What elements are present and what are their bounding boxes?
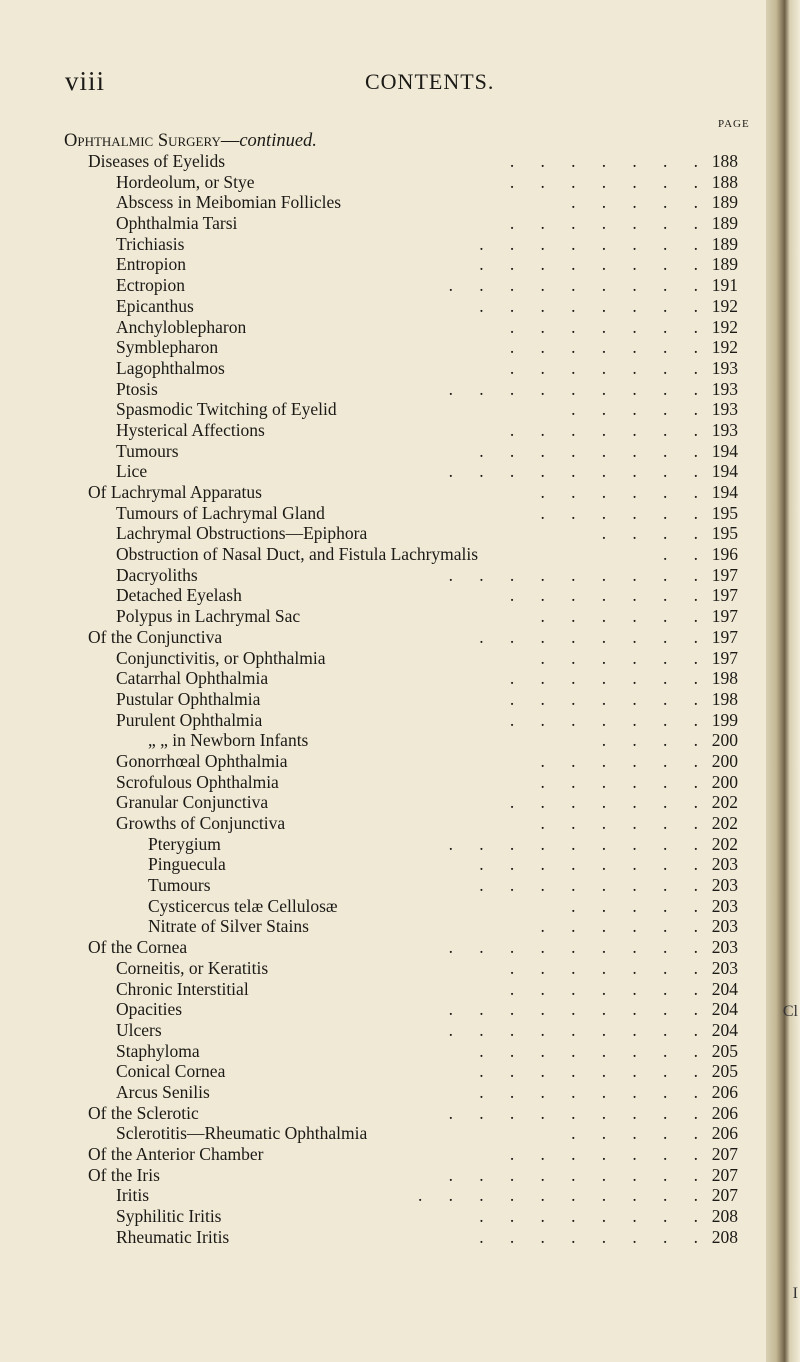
toc-entry-label: Pterygium: [148, 833, 221, 854]
toc-leader-dots: . . . . . . .: [509, 419, 698, 440]
toc-entry-page: 193: [711, 419, 738, 440]
toc-entry-label: Arcus Senilis: [116, 1081, 210, 1102]
toc-entry-label: Catarrhal Ophthalmia: [116, 668, 269, 689]
toc-entry: [0, 1144, 770, 1165]
toc-entry: [0, 1020, 770, 1041]
toc-entry-page: 204: [711, 1019, 738, 1040]
toc-leader-dots: . . . . . . . .: [479, 440, 698, 461]
edge-mark-1: Cl: [782, 1003, 798, 1020]
toc-entry-page: 203: [711, 854, 738, 875]
toc-entry-label: Of the Sclerotic: [88, 1102, 199, 1123]
toc-entry-page: 198: [711, 668, 738, 689]
toc-entry-label: Gonorrhœal Ophthalmia: [116, 750, 288, 771]
toc-leader-dots: . . . . . . . . .: [448, 1102, 698, 1123]
toc-leader-dots: . . . . . . .: [509, 1144, 698, 1164]
toc-entry-label: Scrofulous Ophthalmia: [116, 771, 279, 792]
toc-entry-page: 206: [711, 1123, 738, 1144]
toc-entry-page: 195: [711, 502, 738, 523]
toc-entry-label: Diseases of Eyelids: [88, 151, 226, 171]
toc-leader-dots: . . . . . . . .: [479, 1226, 698, 1247]
toc-entry: [0, 503, 770, 524]
toc-entry: [0, 772, 770, 793]
toc-entry-page: 193: [711, 399, 738, 420]
toc-entry: [0, 792, 770, 813]
toc-leader-dots: . . . . . . . .: [479, 254, 698, 275]
toc-entry-label: Ulcers: [116, 1019, 162, 1040]
toc-entry-label: Ectropion: [116, 275, 186, 296]
toc-entry: [0, 606, 770, 627]
toc-leader-dots: . . . . . . . .: [479, 1061, 698, 1082]
toc-entry-label: Of Lachrymal Apparatus: [88, 482, 262, 502]
toc-entry-label: Growths of Conjunctiva: [116, 813, 286, 833]
toc-entry: [0, 461, 770, 482]
toc-entry: [0, 854, 770, 875]
toc-leader-dots: . . . . . . .: [509, 151, 698, 171]
toc-entry-page: 206: [711, 1102, 738, 1123]
toc-entry: [0, 730, 770, 751]
toc-leader-dots: . .: [663, 544, 698, 565]
toc-leader-dots: . . . . .: [571, 399, 698, 420]
toc-entry-label: Granular Conjunctiva: [116, 792, 269, 813]
toc-leader-dots: . . . . . . . .: [479, 295, 698, 316]
toc-entry: [0, 813, 770, 834]
toc-entry-label: Hysterical Affections: [116, 419, 265, 440]
toc-entry-label: Polypus in Lachrymal Sac: [116, 606, 301, 627]
toc-entry-page: 193: [711, 357, 738, 378]
section-title-continued: continued.: [239, 131, 317, 151]
toc-entry-label: Pinguecula: [148, 854, 226, 875]
toc-entry-page: 193: [711, 378, 738, 399]
toc-entry-label: Lachrymal Obstructions—Epiphora: [116, 523, 368, 544]
toc-entry: [0, 296, 770, 317]
toc-leader-dots: . . . . . . .: [509, 668, 698, 689]
toc-entry: [0, 254, 770, 275]
toc-entry-page: 197: [711, 606, 738, 627]
toc-entry-label: Obstruction of Nasal Duct, and Fistula Lachrymalis: [116, 544, 479, 565]
toc-leader-dots: . . . . . . . . .: [448, 275, 698, 296]
facing-page-edge: [766, 0, 800, 1362]
toc-entry-label: Ptosis: [116, 378, 158, 399]
toc-leader-dots: . . . . . . .: [509, 792, 698, 813]
toc-entry-page: 194: [711, 440, 738, 461]
toc-entry: [0, 1041, 770, 1062]
toc-entry-page: 203: [711, 895, 738, 916]
toc-entry: [0, 358, 770, 379]
toc-entry-page: 202: [711, 813, 738, 833]
toc-entry: [0, 523, 770, 544]
toc-entry-page: 199: [711, 709, 738, 730]
toc-leader-dots: . . . . . . .: [509, 171, 698, 192]
toc-entry-page: 197: [711, 564, 738, 585]
toc-entry-label: Staphyloma: [116, 1040, 200, 1061]
toc-leader-dots: . . . . . . . .: [479, 875, 698, 896]
toc-leader-dots: . . . . . . . . .: [448, 999, 698, 1020]
toc-entry-label: Hordeolum, or Stye: [116, 171, 255, 192]
toc-entry-page: 205: [711, 1040, 738, 1061]
toc-entry-page: 203: [711, 957, 738, 978]
toc-leader-dots: . . . . . . . .: [479, 233, 698, 254]
toc-entry: [0, 1206, 770, 1227]
toc-leader-dots: . . . . . . . . .: [448, 937, 698, 958]
toc-entry-page: 204: [711, 978, 738, 999]
page-folio: viii: [65, 66, 106, 96]
toc-entry: [0, 689, 770, 710]
toc-entry-page: 192: [711, 316, 738, 337]
toc-entry: [0, 213, 770, 234]
toc-entry: [0, 710, 770, 731]
toc-leader-dots: . . . . .: [571, 192, 698, 213]
toc-entry: [0, 317, 770, 338]
toc-entry: [0, 1061, 770, 1082]
toc-leader-dots: . . . . . . .: [509, 213, 698, 234]
toc-entry-page: 188: [711, 151, 738, 171]
toc-entry: [0, 337, 770, 358]
toc-entry: [0, 648, 770, 669]
toc-entry: [0, 668, 770, 689]
toc-entry-page: 197: [711, 647, 738, 668]
toc-leader-dots: . . . . . . .: [509, 357, 698, 378]
toc-entry-page: 188: [711, 171, 738, 192]
toc-entry-label: Tumours: [116, 440, 179, 461]
toc-entry-label: Corneitis, or Keratitis: [116, 957, 269, 978]
toc-entry-page: 207: [711, 1185, 738, 1206]
toc-entry-page: 191: [711, 275, 738, 296]
toc-entry: [0, 1082, 770, 1103]
toc-entry: [0, 958, 770, 979]
toc-entry-label: „ „ in Newborn Infants: [148, 730, 309, 751]
toc-entry: [0, 1165, 770, 1186]
toc-entry: [0, 544, 770, 565]
toc-entry-page: 207: [711, 1164, 738, 1185]
toc-entry-page: 189: [711, 213, 738, 234]
toc-entry: [0, 151, 770, 172]
toc-entry: [0, 751, 770, 772]
toc-leader-dots: . . . . . . . . . .: [418, 1185, 698, 1206]
toc-entry: [0, 1123, 770, 1144]
toc-entry: [0, 1227, 770, 1248]
toc-entry-label: Epicanthus: [116, 295, 194, 316]
toc-leader-dots: . . . . . . . .: [479, 626, 698, 647]
toc-entry: [0, 565, 770, 586]
toc-leader-dots: . . . .: [601, 523, 698, 544]
toc-entry-label: Lagophthalmos: [116, 357, 225, 378]
toc-entry-page: 195: [711, 523, 738, 544]
toc-entry-label: Spasmodic Twitching of Eyelid: [116, 399, 337, 420]
toc-leader-dots: . . . . .: [571, 895, 698, 916]
toc-leader-dots: . . . . . . .: [509, 316, 698, 337]
toc-leader-dots: . . . . . . .: [509, 978, 698, 999]
contents-list: [0, 151, 770, 1247]
toc-entry-page: 208: [711, 1206, 738, 1227]
toc-leader-dots: . . . . . . . . .: [448, 1164, 698, 1185]
toc-entry-label: Of the Anterior Chamber: [88, 1144, 264, 1164]
toc-leader-dots: . . . . . . . . .: [448, 378, 698, 399]
toc-entry-page: 200: [711, 771, 738, 792]
toc-entry-label: Of the Cornea: [88, 937, 188, 958]
toc-leader-dots: . . . . . . . . .: [448, 461, 698, 482]
toc-entry: [0, 999, 770, 1020]
toc-leader-dots: . . . . . .: [540, 647, 698, 668]
toc-leader-dots: . . . . . . .: [509, 337, 698, 358]
toc-entry: [0, 172, 770, 193]
toc-entry-label: Nitrate of Silver Stains: [148, 916, 309, 937]
page-column-label: PAGE: [718, 118, 750, 130]
toc-entry-page: 194: [711, 461, 738, 482]
toc-entry-label: Of the Iris: [88, 1164, 160, 1185]
toc-entry-page: 189: [711, 254, 738, 275]
toc-entry-page: 192: [711, 337, 738, 358]
toc-entry: [0, 979, 770, 1000]
toc-leader-dots: . . . . . .: [540, 750, 698, 771]
toc-entry-page: 194: [711, 482, 738, 502]
toc-entry-page: 200: [711, 730, 738, 751]
toc-entry-label: Purulent Ophthalmia: [116, 709, 263, 730]
toc-entry: [0, 896, 770, 917]
toc-entry-label: Detached Eyelash: [116, 585, 242, 606]
toc-entry: [0, 1185, 770, 1206]
edge-mark-2: I: [792, 1285, 798, 1302]
toc-leader-dots: . . . . . .: [540, 502, 698, 523]
toc-entry: [0, 482, 770, 503]
toc-entry-label: Entropion: [116, 254, 186, 275]
toc-entry-page: 208: [711, 1226, 738, 1247]
toc-leader-dots: . . . . . . . . .: [448, 833, 698, 854]
toc-leader-dots: . . . . .: [571, 1123, 698, 1144]
toc-entry-label: Abscess in Meibomian Follicles: [116, 192, 342, 213]
toc-entry-label: Tumours: [148, 875, 211, 896]
toc-entry-label: Syphilitic Iritis: [116, 1206, 222, 1227]
toc-entry-page: 202: [711, 833, 738, 854]
toc-entry-page: 203: [711, 916, 738, 937]
section-title-main: Ophthalmic Surgery—: [64, 131, 240, 151]
toc-entry-page: 197: [711, 626, 738, 647]
toc-entry: [0, 1103, 770, 1124]
toc-entry: [0, 627, 770, 648]
toc-leader-dots: . . . . . .: [540, 916, 698, 937]
toc-leader-dots: . . . . . .: [540, 606, 698, 627]
toc-entry-label: Trichiasis: [116, 233, 185, 254]
toc-entry-page: 203: [711, 875, 738, 896]
toc-entry-page: 200: [711, 750, 738, 771]
toc-entry-label: Chronic Interstitial: [116, 978, 249, 999]
toc-entry-label: Pustular Ophthalmia: [116, 688, 261, 709]
toc-entry-label: Anchyloblepharon: [116, 316, 247, 337]
toc-leader-dots: . . . . . . . .: [479, 1206, 698, 1227]
toc-entry-label: Conjunctivitis, or Ophthalmia: [116, 647, 326, 668]
toc-entry: [0, 937, 770, 958]
toc-entry: [0, 234, 770, 255]
toc-entry-page: 189: [711, 233, 738, 254]
toc-entry-page: 198: [711, 688, 738, 709]
section-title: [64, 131, 317, 152]
toc-entry-label: Dacryoliths: [116, 564, 198, 585]
toc-leader-dots: . . . . . .: [540, 813, 698, 833]
toc-entry: [0, 875, 770, 896]
toc-entry-page: 189: [711, 192, 738, 213]
toc-entry-label: Cysticercus telæ Cellulosæ: [148, 895, 338, 916]
toc-entry-page: 206: [711, 1081, 738, 1102]
toc-entry-label: Conical Cornea: [116, 1061, 226, 1082]
running-head: [0, 66, 770, 106]
toc-entry: [0, 585, 770, 606]
toc-entry: [0, 275, 770, 296]
toc-entry-label: Tumours of Lachrymal Gland: [116, 502, 325, 523]
toc-entry-label: Ophthalmia Tarsi: [116, 213, 238, 234]
toc-entry: [0, 834, 770, 855]
toc-entry-page: 207: [711, 1144, 738, 1164]
toc-entry-page: 197: [711, 585, 738, 606]
toc-entry: [0, 441, 770, 462]
toc-entry-label: Rheumatic Iritis: [116, 1226, 230, 1247]
toc-entry-label: Symblepharon: [116, 337, 219, 358]
toc-entry-page: 205: [711, 1061, 738, 1082]
toc-leader-dots: . . . . . . . .: [479, 854, 698, 875]
toc-entry: [0, 399, 770, 420]
toc-entry-page: 202: [711, 792, 738, 813]
toc-entry-label: Of the Conjunctiva: [88, 626, 223, 647]
toc-leader-dots: . . . . . . . . .: [448, 564, 698, 585]
toc-entry: [0, 379, 770, 400]
toc-entry-label: Opacities: [116, 999, 183, 1020]
toc-entry: [0, 916, 770, 937]
page-title: CONTENTS.: [365, 69, 495, 94]
toc-leader-dots: . . . .: [601, 730, 698, 751]
toc-leader-dots: . . . . . . .: [509, 688, 698, 709]
toc-leader-dots: . . . . . . . .: [479, 1081, 698, 1102]
toc-leader-dots: . . . . . . . .: [479, 1040, 698, 1061]
toc-leader-dots: . . . . . .: [540, 482, 698, 502]
toc-entry-page: 196: [711, 544, 738, 565]
toc-entry-page: 203: [711, 937, 738, 958]
toc-leader-dots: . . . . . . . . .: [448, 1019, 698, 1040]
toc-entry-label: Iritis: [116, 1185, 150, 1206]
toc-leader-dots: . . . . . . .: [509, 957, 698, 978]
toc-entry-page: 192: [711, 295, 738, 316]
toc-entry: [0, 192, 770, 213]
toc-leader-dots: . . . . . . .: [509, 585, 698, 606]
toc-entry-page: 204: [711, 999, 738, 1020]
toc-entry: [0, 420, 770, 441]
toc-leader-dots: . . . . . . .: [509, 709, 698, 730]
toc-leader-dots: . . . . . .: [540, 771, 698, 792]
toc-entry-label: Lice: [116, 461, 148, 482]
toc-entry-label: Sclerotitis—Rheumatic Ophthalmia: [116, 1123, 368, 1144]
